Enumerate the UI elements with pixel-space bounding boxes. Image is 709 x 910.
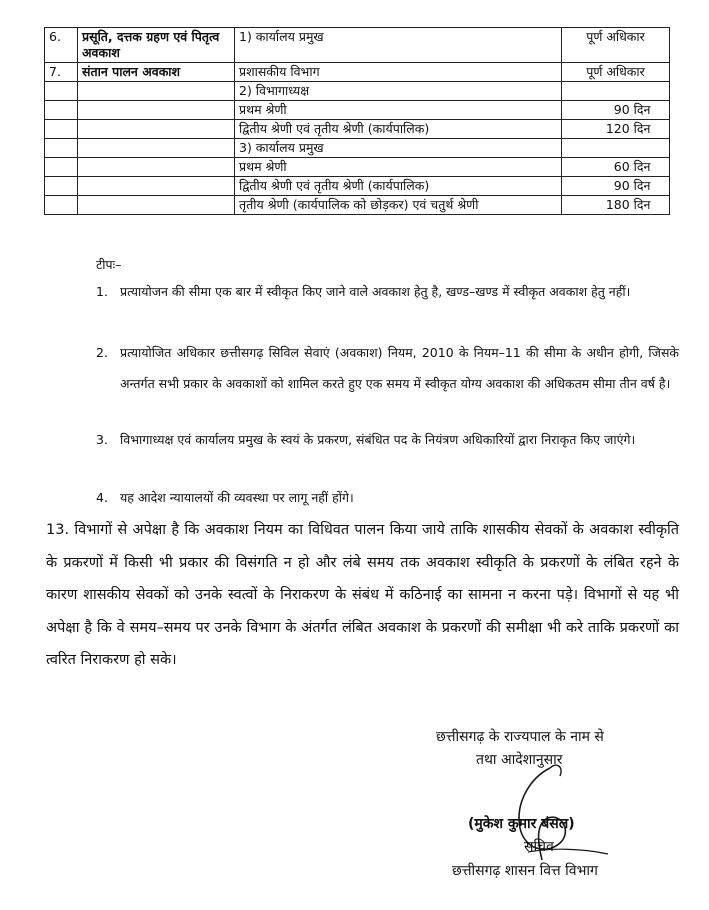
note-item bbox=[96, 276, 679, 307]
leave-delegation-table bbox=[44, 27, 670, 215]
table-row bbox=[45, 82, 670, 101]
signature-line-1: छत्तीसगढ़ के राज्यपाल के नाम से bbox=[436, 729, 604, 745]
note-item bbox=[96, 337, 679, 399]
power: 60 दिन bbox=[613, 159, 651, 174]
leave-type: प्रसूति, दत्तक ग्रहण एवं पितृत्व अवकाश bbox=[78, 28, 235, 63]
authority: 2) विभागाध्यक्ष bbox=[235, 82, 562, 101]
note-number: 3. bbox=[96, 432, 108, 447]
note-text: प्रत्यायोजित अधिकार छत्तीसगढ़ सिविल सेवाएं (अवकाश) नियम, 2010 के नियम–11 की सीमा के अधीन होगी, जिसके अन्तर्गत सभी प्रकार के अवकाशों को शामिल करते हुए एक समय में स्वीकृत योग्य अवकाश की अधिकतम सीमा तीन वर्ष है। bbox=[120, 345, 679, 391]
signatory-department: छत्तीसगढ़ शासन वित्त विभाग bbox=[452, 863, 598, 879]
note-number: 2. bbox=[96, 345, 108, 360]
authority: प्रशासकीय विभाग bbox=[235, 63, 562, 82]
leave-type: संतान पालन अवकाश bbox=[78, 63, 235, 82]
table-row bbox=[45, 120, 670, 139]
power: 90 दिन bbox=[613, 102, 651, 117]
table-row bbox=[45, 177, 670, 196]
power: पूर्ण अधिकार bbox=[562, 28, 670, 63]
authority: 1) कार्यालय प्रमुख bbox=[235, 28, 562, 63]
power: 120 दिन bbox=[605, 121, 651, 136]
note-number: 1. bbox=[96, 284, 108, 299]
note-text: यह आदेश न्यायालयों की व्यवस्था पर लागू नहीं होंगे। bbox=[120, 490, 354, 505]
power: 180 दिन bbox=[605, 197, 651, 212]
authority: प्रथम श्रेणी bbox=[235, 101, 562, 120]
table-row bbox=[45, 158, 670, 177]
note-text: विभागाध्यक्ष एवं कार्यालय प्रमुख के स्वयं के प्रकरण, संबंधित पद के नियंत्रण अधिकारियों द्वारा निराकृत किए जाएंगे। bbox=[120, 432, 636, 447]
authority: द्वितीय श्रेणी एवं तृतीय श्रेणी (कार्यपालिक) bbox=[235, 177, 562, 196]
paragraph-13: 13. विभागों से अपेक्षा है कि अवकाश नियम का विधिवत पालन किया जाये ताकि शासकीय सेवकों के अवकाश स्वीकृति के प्रकरणों में किसी भी प्रकार की विसंगति न हो और लंबे समय तक अवकाश स्वीकृति के प्रकरणों के लंबित रहने के कारण शासकीय सेवकों को उनके स्वत्वों के निराकरण के संबंध में कठिनाई का सामना न करना पड़े। विभागों से यह भी अपेक्षा है कि वे समय–समय पर उनके विभाग के अंतर्गत लंबित अवकाश के प्रकरणों की समीक्षा भी करे ताकि प्रकरणों का त्वरित निराकरण हो सके। bbox=[46, 522, 679, 668]
note-number: 4. bbox=[96, 490, 108, 505]
signature-line-2: तथा आदेशानुसार bbox=[476, 752, 563, 768]
row-number: 7. bbox=[45, 63, 78, 82]
signatory-designation: सचिव bbox=[524, 839, 554, 855]
table-row bbox=[45, 139, 670, 158]
signatory-name: (मुकेश कुमार बंसल) bbox=[468, 816, 575, 832]
note-item bbox=[96, 482, 679, 513]
authority: तृतीय श्रेणी (कार्यपालिक को छोड़कर) एवं चतुर्थ श्रेणी bbox=[235, 196, 562, 215]
authority: प्रथम श्रेणी bbox=[235, 158, 562, 177]
authority: 3) कार्यालय प्रमुख bbox=[235, 139, 562, 158]
table-row bbox=[45, 101, 670, 120]
note-text: प्रत्यायोजन की सीमा एक बार में स्वीकृत किए जाने वाले अवकाश हेतु है, खण्ड–खण्ड में स्वीकृत अवकाश हेतु नहीं। bbox=[120, 284, 631, 299]
table-row bbox=[45, 28, 670, 63]
authority: द्वितीय श्रेणी एवं तृतीय श्रेणी (कार्यपालिक) bbox=[235, 120, 562, 139]
power: 90 दिन bbox=[613, 178, 651, 193]
notes-heading: टीपः– bbox=[96, 257, 122, 272]
table-row bbox=[45, 63, 670, 82]
row-number: 6. bbox=[45, 28, 78, 63]
note-item bbox=[96, 424, 679, 455]
power: पूर्ण अधिकार bbox=[562, 63, 670, 82]
table-row bbox=[45, 196, 670, 215]
